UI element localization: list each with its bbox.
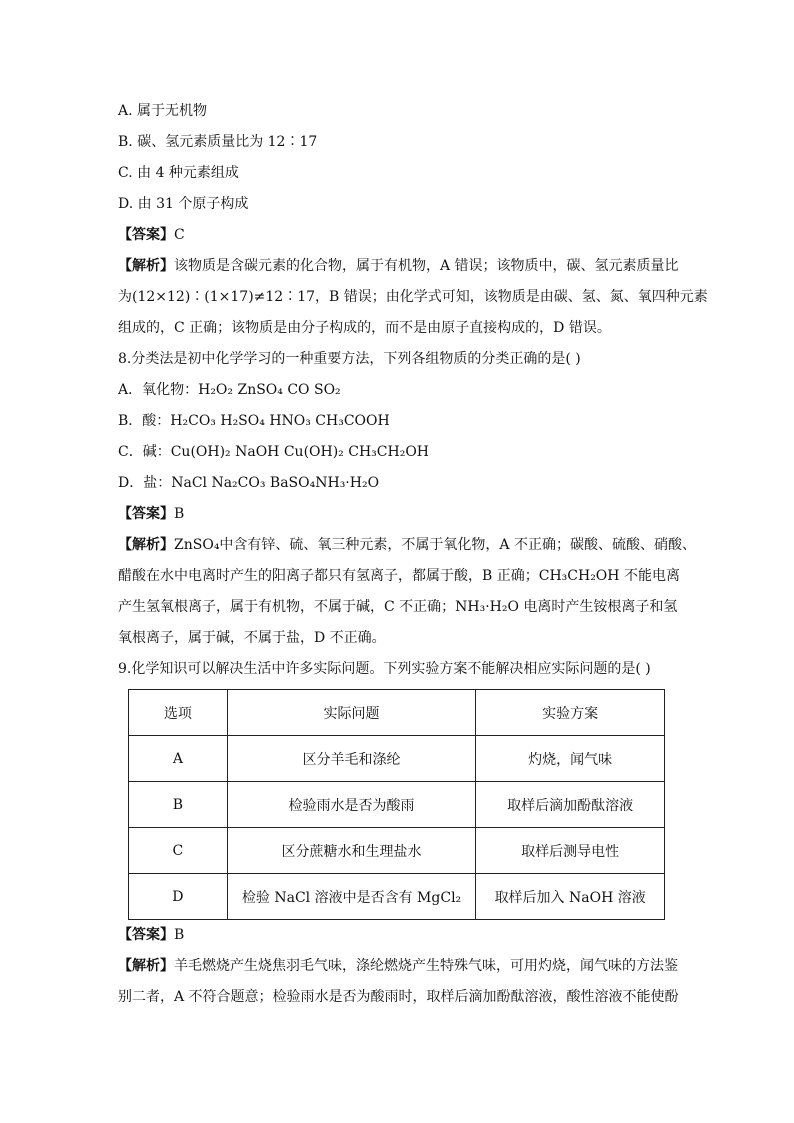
q7-option-c: C. 由 4 种元素组成 [118, 165, 239, 181]
table-cell: C [129, 828, 228, 874]
analysis-tag: 【解析】 [118, 258, 174, 274]
q8-stem: 8.分类法是初中化学学习的一种重要方法，下列各组物质的分类正确的是( ) [118, 351, 581, 367]
table-cell: 取样后加入 NaOH 溶液 [476, 874, 665, 920]
analysis-text: 该物质是含碳元素的化合物，属于有机物，A 错误；该物质中，碳、氢元素质量比 [174, 258, 679, 274]
q7-analysis-line: 组成的，C 正确；该物质是由分子构成的，而不是由原子直接构成的，D 错误。 [118, 320, 611, 336]
q8-option-b: B．酸：H₂CO₃ H₂SO₄ HNO₃ CH₃COOH [118, 413, 390, 429]
table-cell: B [129, 782, 228, 828]
q7-analysis-line: 为(12×12)∶(1×17)≠12∶17，B 错误；由化学式可知，该物质是由碳、氢、氮、氧四种元素 [118, 289, 708, 305]
table-cell: 检验雨水是否为酸雨 [227, 782, 476, 828]
table-row [129, 736, 665, 782]
q7-answer [118, 220, 678, 251]
answer-value: C [174, 227, 185, 243]
q8-option-a: A．氧化物：H₂O₂ ZnSO₄ CO SO₂ [118, 382, 341, 398]
q8-analysis-line: 醋酸在水中电离时产生的阳离子都只有氢离子，都属于酸，B 正确；CH₃CH₂OH 不能电离 [118, 568, 680, 584]
table-header-cell: 实际问题 [227, 690, 476, 736]
q7-option-a: A. 属于无机物 [118, 103, 208, 119]
q8-analysis-line: 产生氢氧根离子，属于有机物，不属于碱，C 不正确；NH₃·H₂O 电离时产生铵根离子和氢 [118, 599, 678, 615]
document-page [118, 96, 708, 1013]
table-header-cell: 实验方案 [476, 690, 665, 736]
q7-option-b: B. 碳、氢元素质量比为 12∶17 [118, 134, 318, 150]
q9-stem: 9.化学知识可以解决生活中许多实际问题。下列实验方案不能解决相应实际问题的是( ) [118, 661, 651, 677]
q8-answer [118, 499, 678, 530]
analysis-tag: 【解析】 [118, 537, 174, 553]
table-cell: 检验 NaCl 溶液中是否含有 MgCl₂ [227, 874, 476, 920]
table-cell: A [129, 736, 228, 782]
analysis-text: ZnSO₄中含有锌、硫、氧三种元素，不属于氧化物，A 不正确；碳酸、硫酸、硝酸、 [174, 537, 696, 553]
table-cell: 取样后测导电性 [476, 828, 665, 874]
q8-analysis-line [118, 530, 696, 561]
answer-value: B [174, 927, 185, 943]
q7-option-d: D. 由 31 个原子构成 [118, 196, 249, 212]
q9-table [128, 689, 665, 920]
analysis-text: 羊毛燃烧产生烧焦羽毛气味，涤纶燃烧产生特殊气味，可用灼烧，闻气味的方法鉴 [174, 958, 678, 974]
answer-tag: 【答案】 [118, 927, 174, 943]
table-row [129, 874, 665, 920]
q9-analysis-line: 别二者，A 不符合题意；检验雨水是否为酸雨时，取样后滴加酚酞溶液，酸性溶液不能使酚 [118, 989, 679, 1005]
q8-option-d: D．盐：NaCl Na₂CO₃ BaSO₄NH₃·H₂O [118, 475, 380, 491]
q8-analysis-line: 氧根离子，属于碱，不属于盐，D 不正确。 [118, 630, 386, 646]
q7-analysis-line [118, 251, 678, 282]
answer-tag: 【答案】 [118, 227, 174, 243]
table-cell: 灼烧，闻气味 [476, 736, 665, 782]
q9-answer [118, 920, 678, 951]
analysis-tag: 【解析】 [118, 958, 174, 974]
table-cell: 取样后滴加酚酞溶液 [476, 782, 665, 828]
table-header-row [129, 690, 665, 736]
table-cell: 区分羊毛和涤纶 [227, 736, 476, 782]
table-cell: D [129, 874, 228, 920]
table-cell: 区分蔗糖水和生理盐水 [227, 828, 476, 874]
table-header-cell: 选项 [129, 690, 228, 736]
table-row [129, 828, 665, 874]
q8-option-c: C．碱：Cu(OH)₂ NaOH Cu(OH)₂ CH₃CH₂OH [118, 444, 430, 460]
answer-tag: 【答案】 [118, 506, 174, 522]
answer-value: B [174, 506, 185, 522]
table-row [129, 782, 665, 828]
q9-analysis-line [118, 951, 678, 982]
